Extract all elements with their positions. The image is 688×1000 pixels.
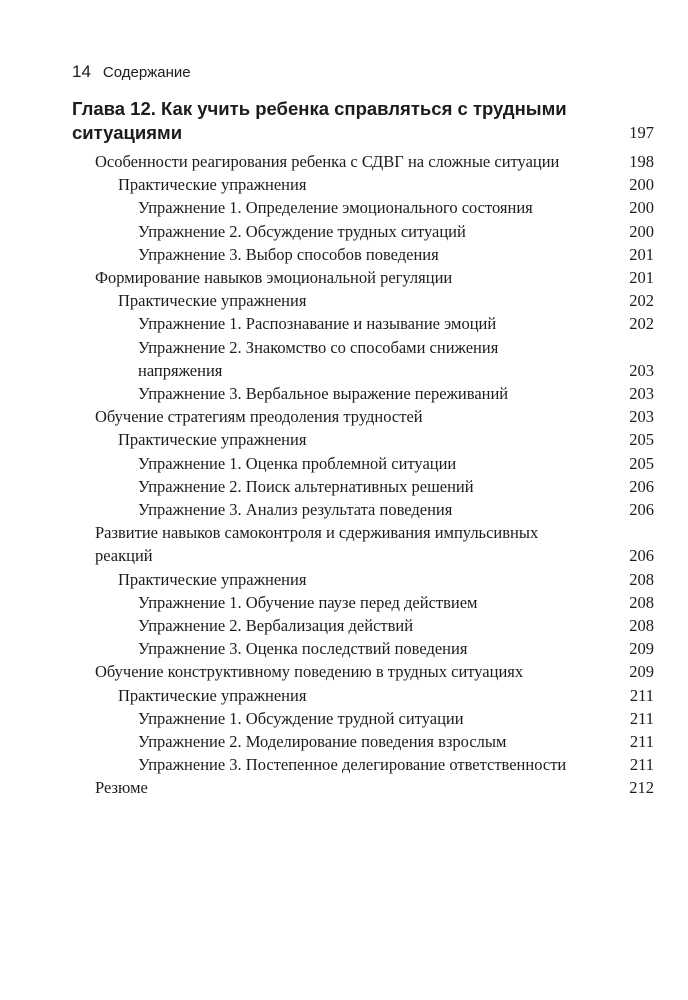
toc-entry-title: Практические упражнения: [118, 569, 307, 589]
toc-exercise-entry: [138, 220, 654, 243]
toc-subsection-entry: [118, 428, 654, 451]
running-title: Содержание: [102, 64, 191, 81]
toc-entry-title: Упражнение 1. Распознавание и называние эмоций: [138, 314, 497, 334]
toc-entry-page: 200: [629, 221, 654, 241]
table-of-contents: [0, 150, 688, 800]
toc-entry-page: 200: [629, 198, 654, 218]
toc-entry-page: 206: [629, 476, 654, 496]
toc-exercise-entry: [138, 614, 654, 637]
toc-entry-page: 203: [629, 360, 654, 380]
toc-entry-title: Обучение стратегиям преодоления трудностей: [95, 407, 423, 427]
toc-section-entry: [95, 660, 654, 683]
toc-entry-title: Практические упражнения: [118, 291, 307, 311]
toc-entry-page: 200: [629, 175, 654, 195]
toc-entry-page: 209: [629, 662, 654, 682]
toc-exercise-entry: [138, 707, 654, 730]
toc-entry-title: Практические упражнения: [118, 430, 307, 450]
toc-entry-page: 201: [629, 244, 654, 264]
toc-entry-title: Упражнение 1. Оценка проблемной ситуации: [138, 453, 457, 473]
toc-exercise-entry: [138, 637, 654, 660]
toc-entry-page: 203: [629, 407, 654, 427]
toc-entry-title: Формирование навыков эмоциональной регуляции: [95, 268, 453, 288]
toc-entry-page: 212: [629, 778, 654, 798]
toc-entry-title: Упражнение 1. Определение эмоционального состояния: [138, 198, 533, 218]
toc-exercise-entry: [138, 382, 654, 405]
toc-entry-page: 211: [629, 685, 654, 705]
toc-entry-page: 206: [629, 546, 654, 566]
toc-exercise-entry: [138, 475, 654, 498]
toc-exercise-entry: [138, 730, 654, 753]
toc-entry-title: Резюме: [95, 778, 148, 798]
toc-section-entry: [95, 776, 654, 799]
toc-entry-page: 205: [629, 430, 654, 450]
toc-entry-page: 208: [629, 569, 654, 589]
toc-subsection-entry: [118, 289, 654, 312]
toc-entry-title: Упражнение 3. Выбор способов поведения: [138, 244, 439, 264]
toc-entry-title: Упражнение 2. Знакомство со способами снижения напряжения: [138, 337, 499, 380]
chapter-heading: [72, 97, 654, 145]
chapter-page-number: 197: [629, 122, 654, 142]
toc-entry-title: Упражнение 1. Обучение паузе перед действием: [138, 592, 478, 612]
toc-exercise-entry: [138, 312, 654, 335]
toc-entry-page: 208: [629, 592, 654, 612]
toc-entry-title: Развитие навыков самоконтроля и сдерживания импульсивных реакций: [95, 523, 539, 566]
toc-exercise-entry: [138, 243, 654, 266]
toc-entry-title: Упражнение 3. Оценка последствий поведения: [138, 639, 468, 659]
toc-entry-page: 202: [629, 314, 654, 334]
toc-exercise-entry: [138, 753, 654, 776]
toc-exercise-entry: [138, 591, 654, 614]
toc-entry-page: 211: [629, 755, 654, 775]
toc-entry-page: 198: [629, 152, 654, 171]
toc-entry-title: Практические упражнения: [118, 175, 307, 195]
toc-entry-title: Упражнение 1. Обсуждение трудной ситуации: [138, 708, 464, 728]
toc-entry-title: Упражнение 2. Моделирование поведения взрослым: [138, 732, 507, 752]
toc-subsection-entry: [118, 568, 654, 591]
toc-section-entry: [95, 150, 654, 173]
toc-entry-page: 202: [629, 291, 654, 311]
toc-exercise-entry: [138, 498, 654, 521]
toc-entry-title: Упражнение 3. Вербальное выражение переживаний: [138, 384, 509, 404]
toc-entry-title: Практические упражнения: [118, 685, 307, 705]
toc-subsection-entry: [118, 173, 654, 196]
toc-entry-page: 208: [629, 616, 654, 636]
toc-entry-page: 211: [629, 708, 654, 728]
toc-entry-page: 211: [629, 732, 654, 752]
toc-entry-page: 203: [629, 384, 654, 404]
chapter-title: Глава 12. Как учить ребенка справляться с трудными ситуациями: [72, 98, 567, 143]
toc-section-entry: [95, 266, 654, 289]
toc-entry-page: 206: [629, 500, 654, 520]
toc-exercise-entry: [138, 336, 654, 382]
toc-entry-title: Упражнение 3. Постепенное делегирование ответственности: [138, 755, 567, 775]
running-header: [72, 60, 191, 84]
toc-entry-title: Обучение конструктивному поведению в трудных ситуациях: [95, 662, 524, 682]
page-number: 14: [72, 62, 91, 81]
toc-entry-title: Упражнение 2. Обсуждение трудных ситуаций: [138, 221, 466, 241]
toc-exercise-entry: [138, 196, 654, 219]
toc-entry-title: Упражнение 2. Поиск альтернативных решений: [138, 476, 474, 496]
toc-entry-page: 205: [629, 453, 654, 473]
toc-section-entry: [95, 405, 654, 428]
toc-entry-title: Особенности реагирования ребенка с СДВГ на сложные ситуации: [95, 152, 560, 171]
toc-exercise-entry: [138, 452, 654, 475]
toc-subsection-entry: [118, 684, 654, 707]
toc-section-entry: [95, 521, 654, 567]
toc-entry-title: Упражнение 2. Вербализация действий: [138, 616, 414, 636]
toc-entry-page: 209: [629, 639, 654, 659]
toc-entry-title: Упражнение 3. Анализ результата поведения: [138, 500, 453, 520]
toc-entry-page: 201: [629, 268, 654, 288]
